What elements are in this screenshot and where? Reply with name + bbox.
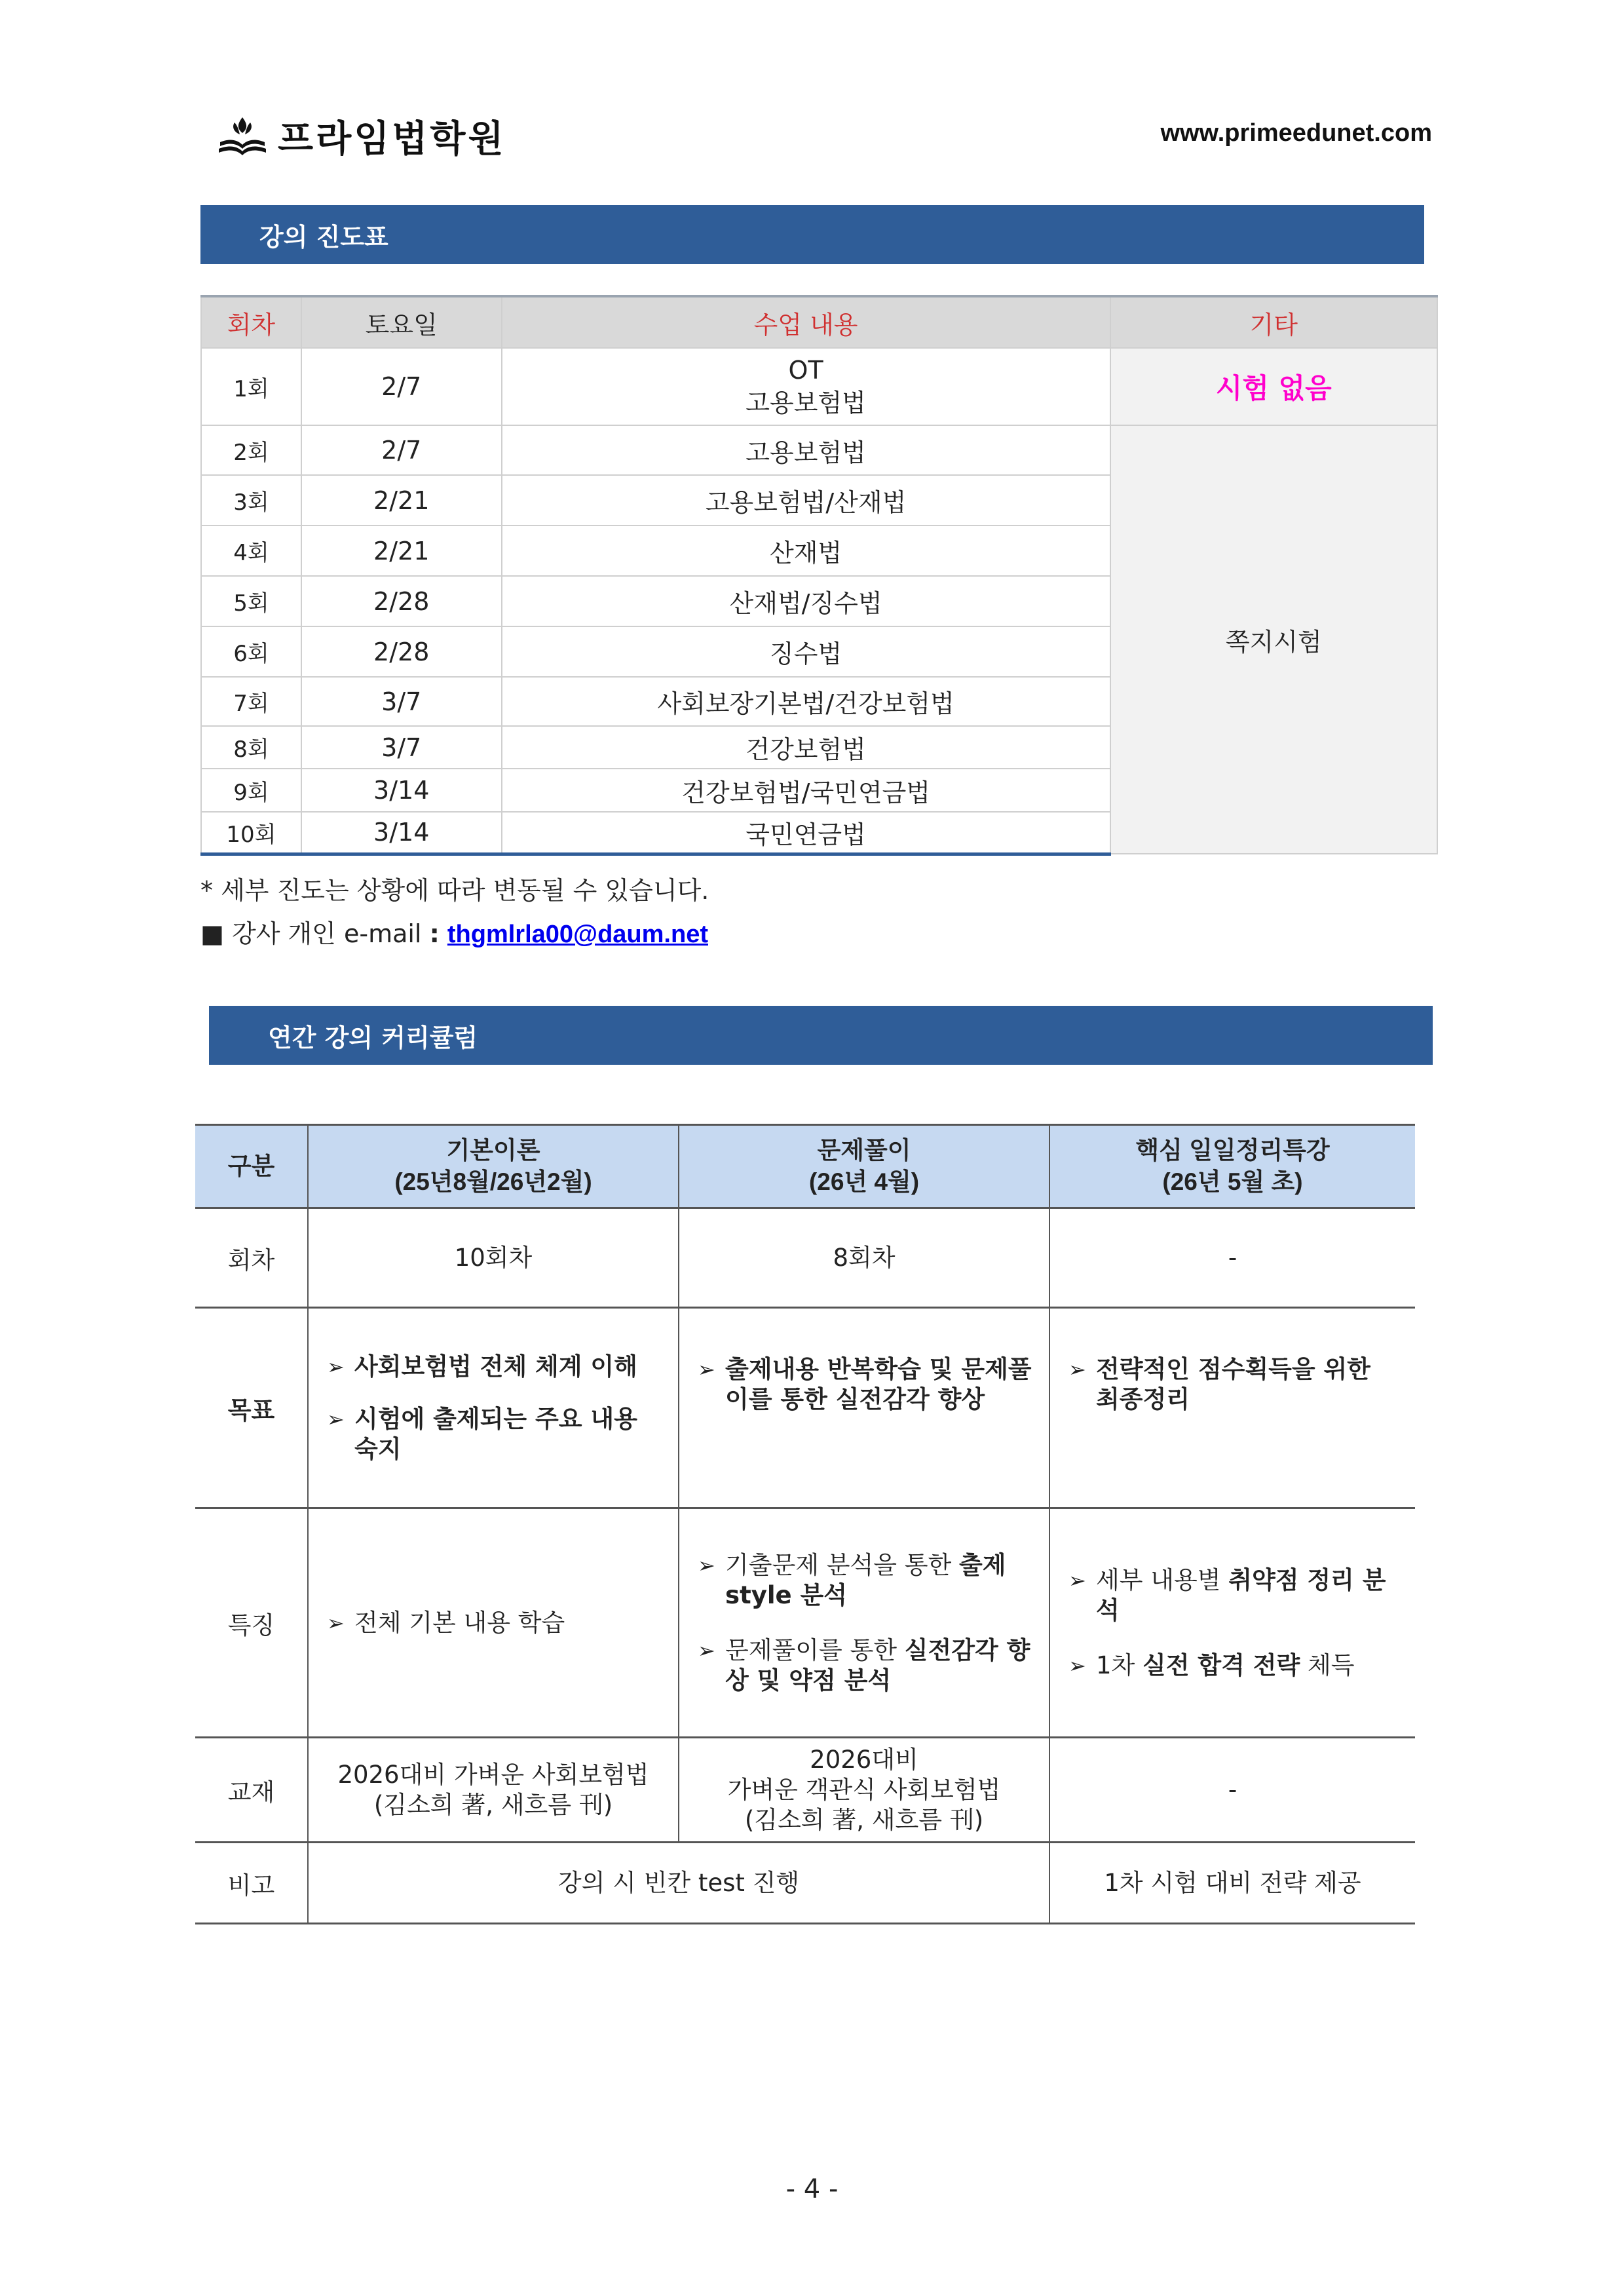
header-daily-summary bbox=[1049, 1125, 1415, 1208]
feature-row bbox=[195, 1508, 1415, 1738]
list-item: ➢ 전략적인 점수획득을 위한 최종정리 bbox=[1068, 1354, 1402, 1415]
no-exam-label: 시험 없음 bbox=[1215, 372, 1332, 404]
feature-text: 1차 bbox=[1096, 1651, 1143, 1679]
email-label: ■ 강사 개인 e-mail bbox=[200, 919, 430, 948]
feature-text: 체득 bbox=[1300, 1651, 1355, 1679]
textbook-line: 2026대비 가벼운 사회보험법 bbox=[337, 1760, 649, 1789]
column-period: (25년8월/26년2월) bbox=[394, 1168, 592, 1195]
textbook-line: (김소희 著, 새흐름 刊) bbox=[373, 1790, 613, 1819]
etc-no-exam bbox=[1110, 348, 1437, 425]
textbook-summary: - bbox=[1049, 1738, 1415, 1843]
column-period: (26년 5월 초) bbox=[1162, 1168, 1303, 1195]
list-item bbox=[1068, 1651, 1402, 1681]
session-date: 3/7 bbox=[301, 677, 502, 726]
page-number: - 4 - bbox=[785, 2174, 839, 2204]
remark-row bbox=[195, 1843, 1415, 1924]
feature-text-bold: 실전 합격 전략 bbox=[1142, 1651, 1300, 1679]
list-item bbox=[698, 1636, 1036, 1696]
header-saturday: 토요일 bbox=[301, 296, 502, 348]
textbook-basic bbox=[308, 1738, 679, 1843]
table-row bbox=[201, 425, 1437, 475]
column-period: (26년 4월) bbox=[808, 1168, 920, 1195]
session-content: 국민연금법 bbox=[502, 812, 1110, 854]
list-item: ➢ 출제내용 반복학습 및 문제풀이를 통한 실전감각 향상 bbox=[698, 1354, 1036, 1415]
feature-text: 기출문제 분석을 통한 bbox=[725, 1550, 959, 1579]
content-line: 고용보험법 bbox=[746, 389, 866, 417]
session-number: 8회 bbox=[201, 726, 301, 769]
feature-text: 문제풀이를 통한 bbox=[725, 1636, 905, 1664]
etc-quiz: 쪽지시험 bbox=[1110, 425, 1437, 854]
feature-text-bold: 출제 style 분석 bbox=[725, 1550, 1006, 1609]
session-number: 6회 bbox=[201, 626, 301, 677]
column-title: 문제풀이 bbox=[817, 1137, 911, 1164]
session-content: 사회보장기본법/건강보험법 bbox=[502, 677, 1110, 726]
header-etc: 기타 bbox=[1110, 296, 1437, 348]
session-content: 산재법 bbox=[502, 526, 1110, 576]
session-number: 3회 bbox=[201, 475, 301, 526]
feature-text: 세부 내용별 bbox=[1096, 1565, 1229, 1594]
sessions-row bbox=[195, 1208, 1415, 1308]
feature-summary bbox=[1049, 1508, 1415, 1738]
goal-problem bbox=[679, 1308, 1049, 1508]
list-item bbox=[698, 1550, 1036, 1611]
textbook-row bbox=[195, 1738, 1415, 1843]
schedule-note: * 세부 진도는 상황에 따라 변동될 수 있습니다. bbox=[200, 876, 709, 905]
session-date: 2/21 bbox=[301, 475, 502, 526]
email-colon: : bbox=[429, 919, 440, 948]
feature-problem bbox=[679, 1508, 1049, 1738]
book-logo-icon bbox=[216, 113, 269, 159]
progress-table bbox=[200, 295, 1438, 856]
row-label: 비고 bbox=[195, 1843, 308, 1924]
feature-text-bold: 취약점 정리 분석 bbox=[1096, 1565, 1386, 1624]
curriculum-section-bar bbox=[209, 1006, 1433, 1065]
session-date: 2/7 bbox=[301, 348, 502, 425]
curriculum-section-title: 연간 강의 커리큘럼 bbox=[268, 1023, 478, 1052]
session-content: 징수법 bbox=[502, 626, 1110, 677]
session-content: 산재법/징수법 bbox=[502, 576, 1110, 626]
website-url[interactable]: www.primeedunet.com bbox=[1160, 119, 1432, 147]
session-date: 3/14 bbox=[301, 812, 502, 854]
list-item: ➢ 시험에 출제되는 주요 내용 숙지 bbox=[327, 1404, 665, 1464]
remark-basic-problem: 강의 시 빈칸 test 진행 bbox=[308, 1843, 1049, 1924]
progress-section-bar bbox=[200, 205, 1424, 264]
progress-header-row bbox=[201, 296, 1437, 348]
remark-summary: 1차 시험 대비 전략 제공 bbox=[1049, 1843, 1415, 1924]
goal-basic bbox=[308, 1308, 679, 1508]
session-number: 7회 bbox=[201, 677, 301, 726]
column-title: 핵심 일일정리특강 bbox=[1135, 1137, 1330, 1164]
session-content: 건강보험법 bbox=[502, 726, 1110, 769]
instructor-email-line bbox=[200, 913, 708, 949]
session-number: 2회 bbox=[201, 425, 301, 475]
curriculum-header-row bbox=[195, 1125, 1415, 1208]
sessions-value: 8회차 bbox=[679, 1208, 1049, 1308]
goal-row bbox=[195, 1308, 1415, 1508]
curriculum-table bbox=[195, 1124, 1415, 1924]
header-content: 수업 내용 bbox=[502, 296, 1110, 348]
row-label: 목표 bbox=[195, 1308, 308, 1508]
session-content: 고용보험법 bbox=[502, 425, 1110, 475]
session-date: 3/14 bbox=[301, 769, 502, 812]
session-content bbox=[502, 348, 1110, 425]
list-item: ➢ 사회보험법 전체 체계 이해 bbox=[327, 1352, 665, 1382]
academy-name: 프라임법학원 bbox=[278, 118, 506, 161]
session-date: 2/28 bbox=[301, 626, 502, 677]
row-label: 교재 bbox=[195, 1738, 308, 1843]
session-number: 5회 bbox=[201, 576, 301, 626]
sessions-value: - bbox=[1049, 1208, 1415, 1308]
list-item: ➢ 전체 기본 내용 학습 bbox=[327, 1608, 665, 1638]
session-number: 9회 bbox=[201, 769, 301, 812]
session-number: 10회 bbox=[201, 812, 301, 854]
session-number: 1회 bbox=[201, 348, 301, 425]
textbook-problem bbox=[679, 1738, 1049, 1843]
session-number: 4회 bbox=[201, 526, 301, 576]
header-basic-theory bbox=[308, 1125, 679, 1208]
instructor-email-link[interactable]: thgmlrla00@daum.net bbox=[447, 921, 708, 948]
table-row bbox=[201, 348, 1437, 425]
feature-text-bold: 실전감각 향상 및 약점 분석 bbox=[725, 1636, 1030, 1694]
goal-summary bbox=[1049, 1308, 1415, 1508]
content-line: OT bbox=[788, 356, 823, 385]
session-date: 3/7 bbox=[301, 726, 502, 769]
session-content: 건강보험법/국민연금법 bbox=[502, 769, 1110, 812]
header-session: 회차 bbox=[201, 296, 301, 348]
list-item bbox=[1068, 1565, 1402, 1626]
header-category: 구분 bbox=[195, 1125, 308, 1208]
session-date: 2/28 bbox=[301, 576, 502, 626]
textbook-line: 2026대비 bbox=[810, 1745, 918, 1774]
column-title: 기본이론 bbox=[446, 1137, 540, 1164]
academy-logo bbox=[216, 110, 506, 163]
row-label: 특징 bbox=[195, 1508, 308, 1738]
session-date: 2/7 bbox=[301, 425, 502, 475]
row-label: 회차 bbox=[195, 1208, 308, 1308]
sessions-value: 10회차 bbox=[308, 1208, 679, 1308]
textbook-line: 가벼운 객관식 사회보험법 bbox=[727, 1775, 1001, 1804]
feature-basic bbox=[308, 1508, 679, 1738]
session-date: 2/21 bbox=[301, 526, 502, 576]
session-content: 고용보험법/산재법 bbox=[502, 475, 1110, 526]
header-problem-solving bbox=[679, 1125, 1049, 1208]
progress-section-title: 강의 진도표 bbox=[259, 222, 388, 252]
textbook-line: (김소희 著, 새흐름 刊) bbox=[744, 1805, 984, 1834]
